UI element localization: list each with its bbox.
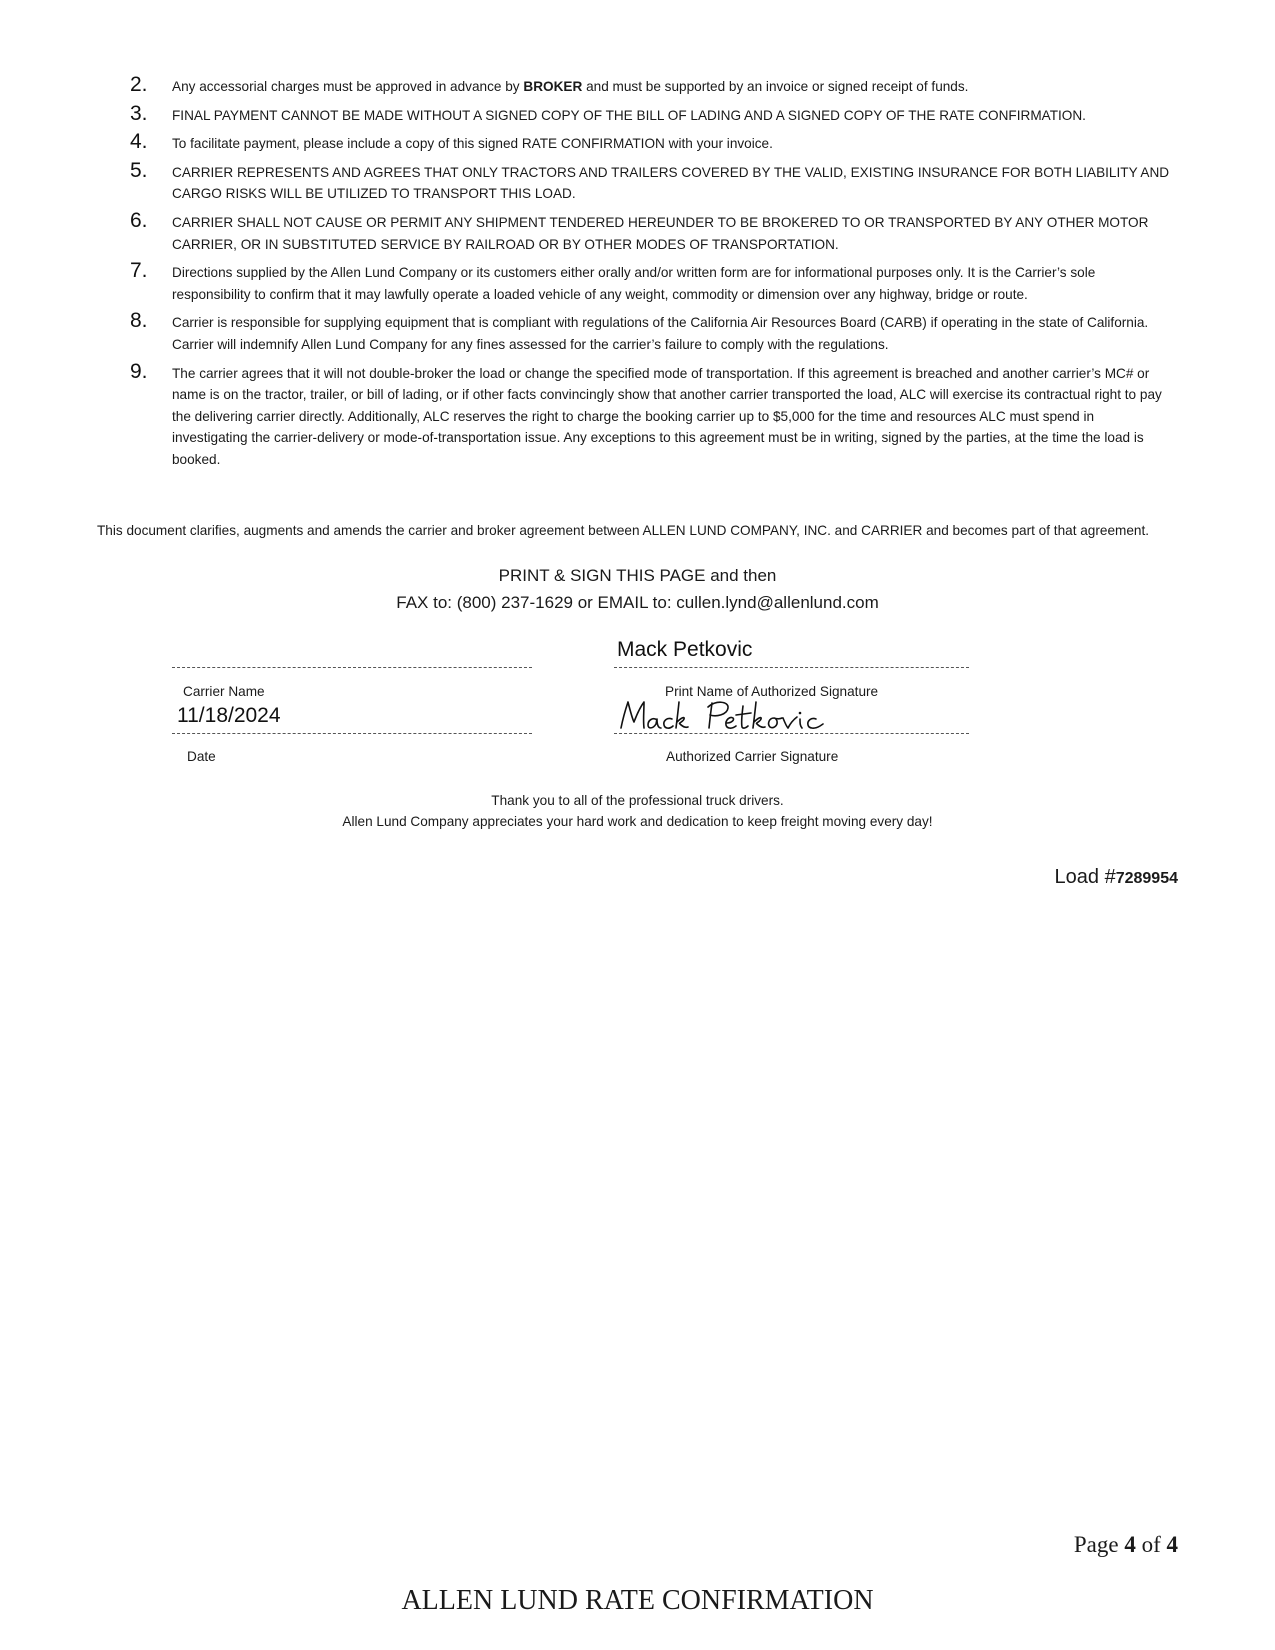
term-number: 5. <box>130 158 148 182</box>
term-item <box>130 132 1170 155</box>
load-label: Load # <box>1054 866 1116 888</box>
term-number: 8. <box>130 309 148 333</box>
term-item <box>130 75 1170 98</box>
footer-title: ALLEN LUND RATE CONFIRMATION <box>401 1585 874 1616</box>
signature-line <box>614 733 969 734</box>
term-item <box>130 158 1170 205</box>
term-text: CARRIER REPRESENTS AND AGREES THAT ONLY TRACTORS AND TRAILERS COVERED BY THE VALID, EXISTING INSURANCE FOR BOTH LIABILITY AND CARGO RISKS WILL BE UTILIZED TO TRANSPORT THIS LOAD. <box>172 164 1170 202</box>
carrier-name-label: Carrier Name <box>183 684 265 699</box>
print-name-label: Print Name of Authorized Signature <box>665 684 879 699</box>
term-number: 3. <box>130 101 148 125</box>
term-text <box>172 75 1170 98</box>
handwritten-signature[interactable] <box>617 698 857 734</box>
terms-list <box>130 75 1170 477</box>
term-number: 2. <box>130 73 148 96</box>
term-text: Carrier is responsible for supplying equipment that is compliant with regulations of the California Air Resources Board (CARB) if operating in the state of California. Carrier will indemnify Allen Lund Company for any fines assessed for the carrier’s failure to comply with the regulations. <box>172 315 1149 352</box>
term-text: CARRIER SHALL NOT CAUSE OR PERMIT ANY SHIPMENT TENDERED HEREUNDER TO BE BROKERED TO OR TRANSPORTED BY ANY OTHER MOTOR CARRIER, OR IN SUBSTITUTED SERVICE BY RAILROAD OR BY OTHER MODES OF TRANSPORTATION. <box>172 214 1149 252</box>
term-number: 7. <box>130 259 148 283</box>
page-of: of <box>1135 1532 1167 1557</box>
page-total: 4 <box>1166 1532 1178 1557</box>
print-name-value[interactable]: Mack Petkovic <box>617 638 753 661</box>
print-sign-instruction: PRINT & SIGN THIS PAGE and then <box>498 566 777 585</box>
clarification-paragraph: This document clarifies, augments and amends the carrier and broker agreement between ALLEN LUND COMPANY, INC. and CARRIER and becomes part of that agreement. <box>97 523 1150 538</box>
date-line <box>172 733 532 734</box>
term-text-part: Any accessorial charges must be approved in advance by <box>172 79 524 94</box>
term-item <box>130 208 1170 255</box>
page-number <box>1074 1532 1178 1558</box>
thanks-line-1: Thank you to all of the professional truck drivers. <box>491 793 784 808</box>
term-text-part: and must be supported by an invoice or signed receipt of funds. <box>582 79 969 94</box>
signature-label: Authorized Carrier Signature <box>666 749 839 764</box>
term-text: FINAL PAYMENT CANNOT BE MADE WITHOUT A SIGNED COPY OF THE BILL OF LADING AND A SIGNED COPY OF THE RATE CONFIRMATION. <box>172 107 1086 123</box>
load-number <box>1055 866 1178 889</box>
term-text: The carrier agrees that it will not double-broker the load or change the specified mode of transportation. If this agreement is breached and another carrier’s MC# or name is on the tractor, trailer, or bill of lading, or if other facts convincingly show that another carrier transported the load, ALC will exercise its contractual right to pay the delivering carrier directly. Additionally, ALC reserves the right to charge the booking carrier up to $5,000 for the time and resources ALC must spend in investigating the carrier-delivery or mode-of-transportation issue. Any exceptions to this agreement must be in writing, signed by the parties, at the time the load is booked. <box>172 365 1162 467</box>
fax-email-instruction: FAX to: (800) 237-1629 or EMAIL to: cullen.lynd@allenlund.com <box>396 593 879 612</box>
term-bold-broker: BROKER <box>523 79 583 94</box>
term-number: 6. <box>130 208 148 232</box>
signature-dot <box>799 712 802 715</box>
term-item <box>130 261 1170 305</box>
page-prefix: Page <box>1073 1532 1125 1557</box>
term-item <box>130 101 1170 127</box>
term-text: To facilitate payment, please include a copy of this signed RATE CONFIRMATION with your invoice. <box>172 136 773 152</box>
term-number: 4. <box>130 130 148 154</box>
carrier-name-line <box>172 667 532 668</box>
load-number-value: 7289954 <box>1115 870 1178 887</box>
date-value[interactable]: 11/18/2024 <box>177 704 281 727</box>
print-name-line <box>614 667 969 668</box>
term-text: Directions supplied by the Allen Lund Company or its customers either orally and/or written form are for informational purposes only. It is the Carrier’s sole responsibility to confirm that it may lawfully operate a loaded vehicle of any weight, commodity or dimension over any highway, bridge or route. <box>172 265 1096 302</box>
date-label: Date <box>187 749 216 764</box>
page-current: 4 <box>1124 1532 1136 1557</box>
term-number: 9. <box>130 359 148 383</box>
term-item <box>130 311 1170 355</box>
term-item <box>130 359 1170 471</box>
thanks-line-2: Allen Lund Company appreciates your hard work and dedication to keep freight moving every day! <box>342 814 933 829</box>
